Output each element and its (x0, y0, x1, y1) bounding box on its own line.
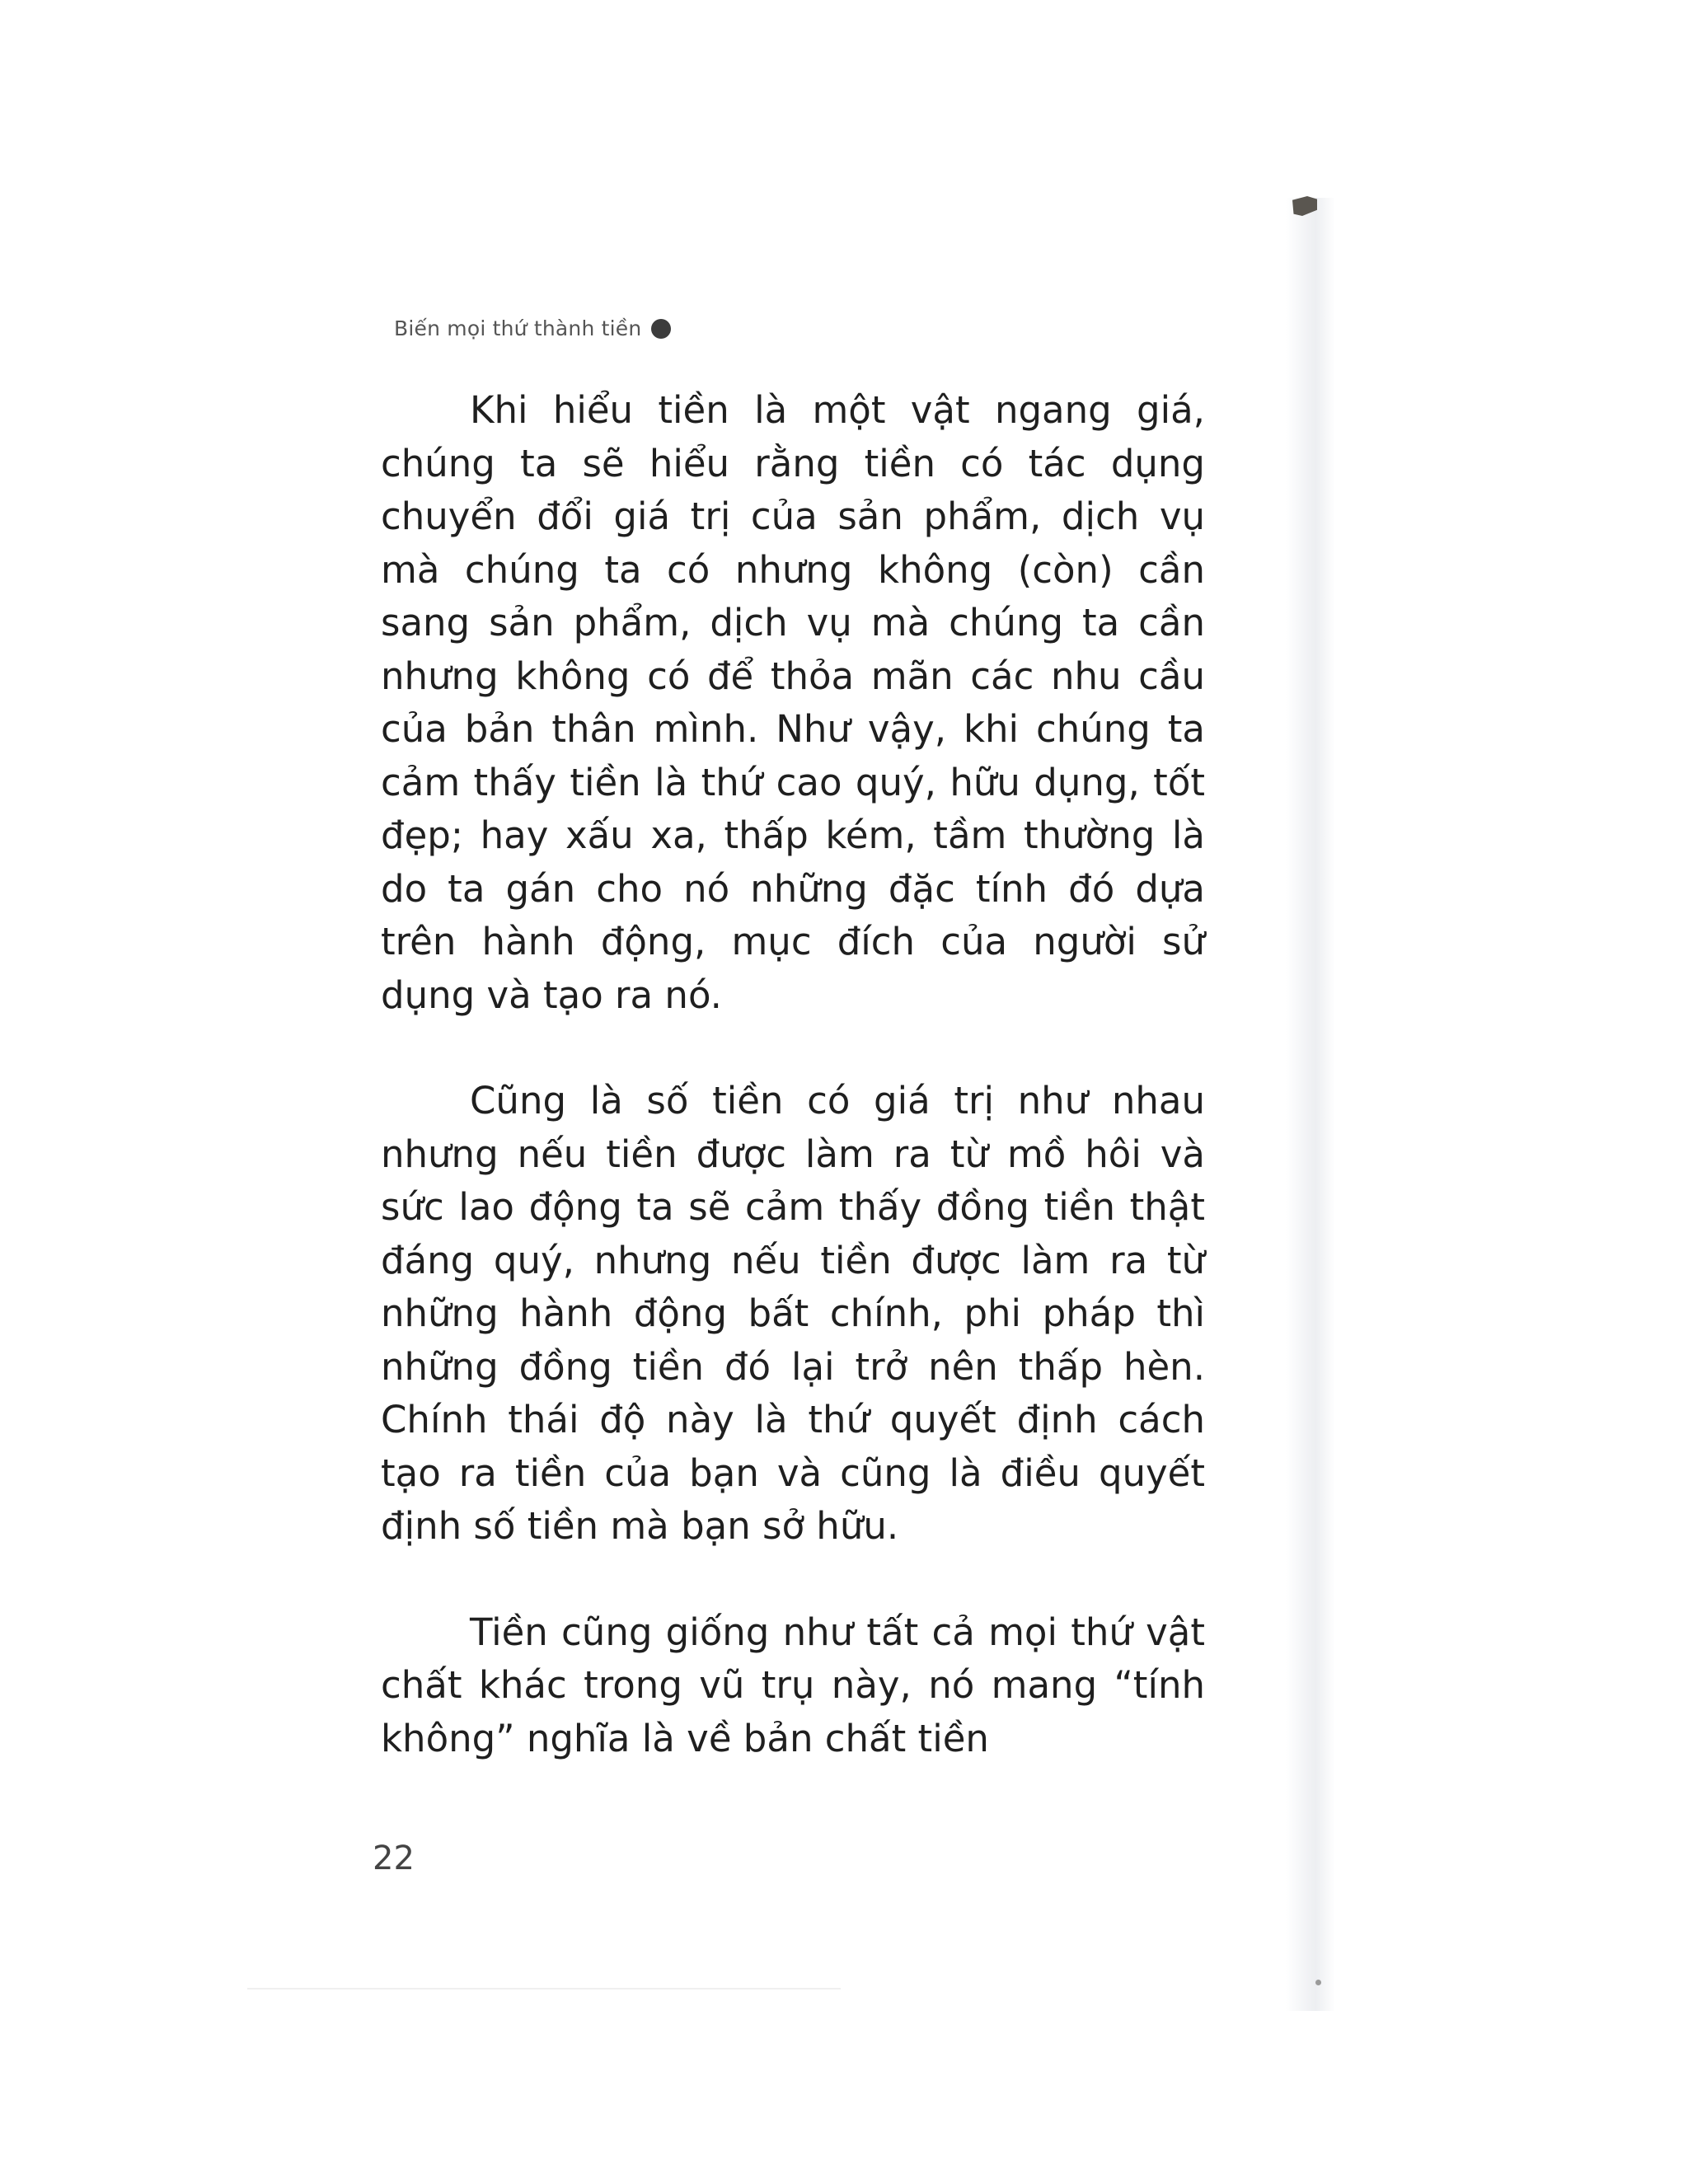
bottom-dot (1315, 1980, 1321, 1985)
running-title: Biến mọi thứ thành tiền (394, 316, 642, 340)
paragraph-3: Tiền cũng giống như tất cả mọi thứ vật chất khác trong vũ trụ này, nó mang “tính không” nghĩa là về bản chất tiền (381, 1610, 1205, 1760)
running-header (394, 316, 671, 340)
page-edge-shadow (1286, 198, 1335, 2011)
page-number: 22 (373, 1840, 415, 1877)
paragraph-2: Cũng là số tiền có giá trị như nhau nhưng nếu tiền được làm ra từ mồ hôi và sức lao động ta sẽ cảm thấy đồng tiền thật đáng quý, nhưng nếu tiền được làm ra từ những hành động bất chính, phi pháp thì những đồng tiền đó lại trở nên thấp hèn. Chính thái độ này là thứ quyết định cách tạo ra tiền của bạn và cũng là điều quyết định số tiền mà bạn sở hữu. (381, 1079, 1205, 1548)
paragraph-1: Khi hiểu tiền là một vật ngang giá, chúng ta sẽ hiểu rằng tiền có tác dụng chuyển đổi giá trị của sản phẩm, dịch vụ mà chúng ta có nhưng không (còn) cần sang sản phẩm, dịch vụ mà chúng ta cần nhưng không có để thỏa mãn các nhu cầu của bản thân mình. Như vậy, khi chúng ta cảm thấy tiền là thứ cao quý, hữu dụng, tốt đẹp; hay xấu xa, thấp kém, tầm thường là do ta gán cho nó những đặc tính đó dựa trên hành động, mục đích của người sử dụng và tạo ra nó. (381, 388, 1205, 1017)
bullet-dot-icon (651, 319, 671, 339)
bottom-rule (247, 1988, 841, 1990)
body-text (381, 384, 1205, 1765)
